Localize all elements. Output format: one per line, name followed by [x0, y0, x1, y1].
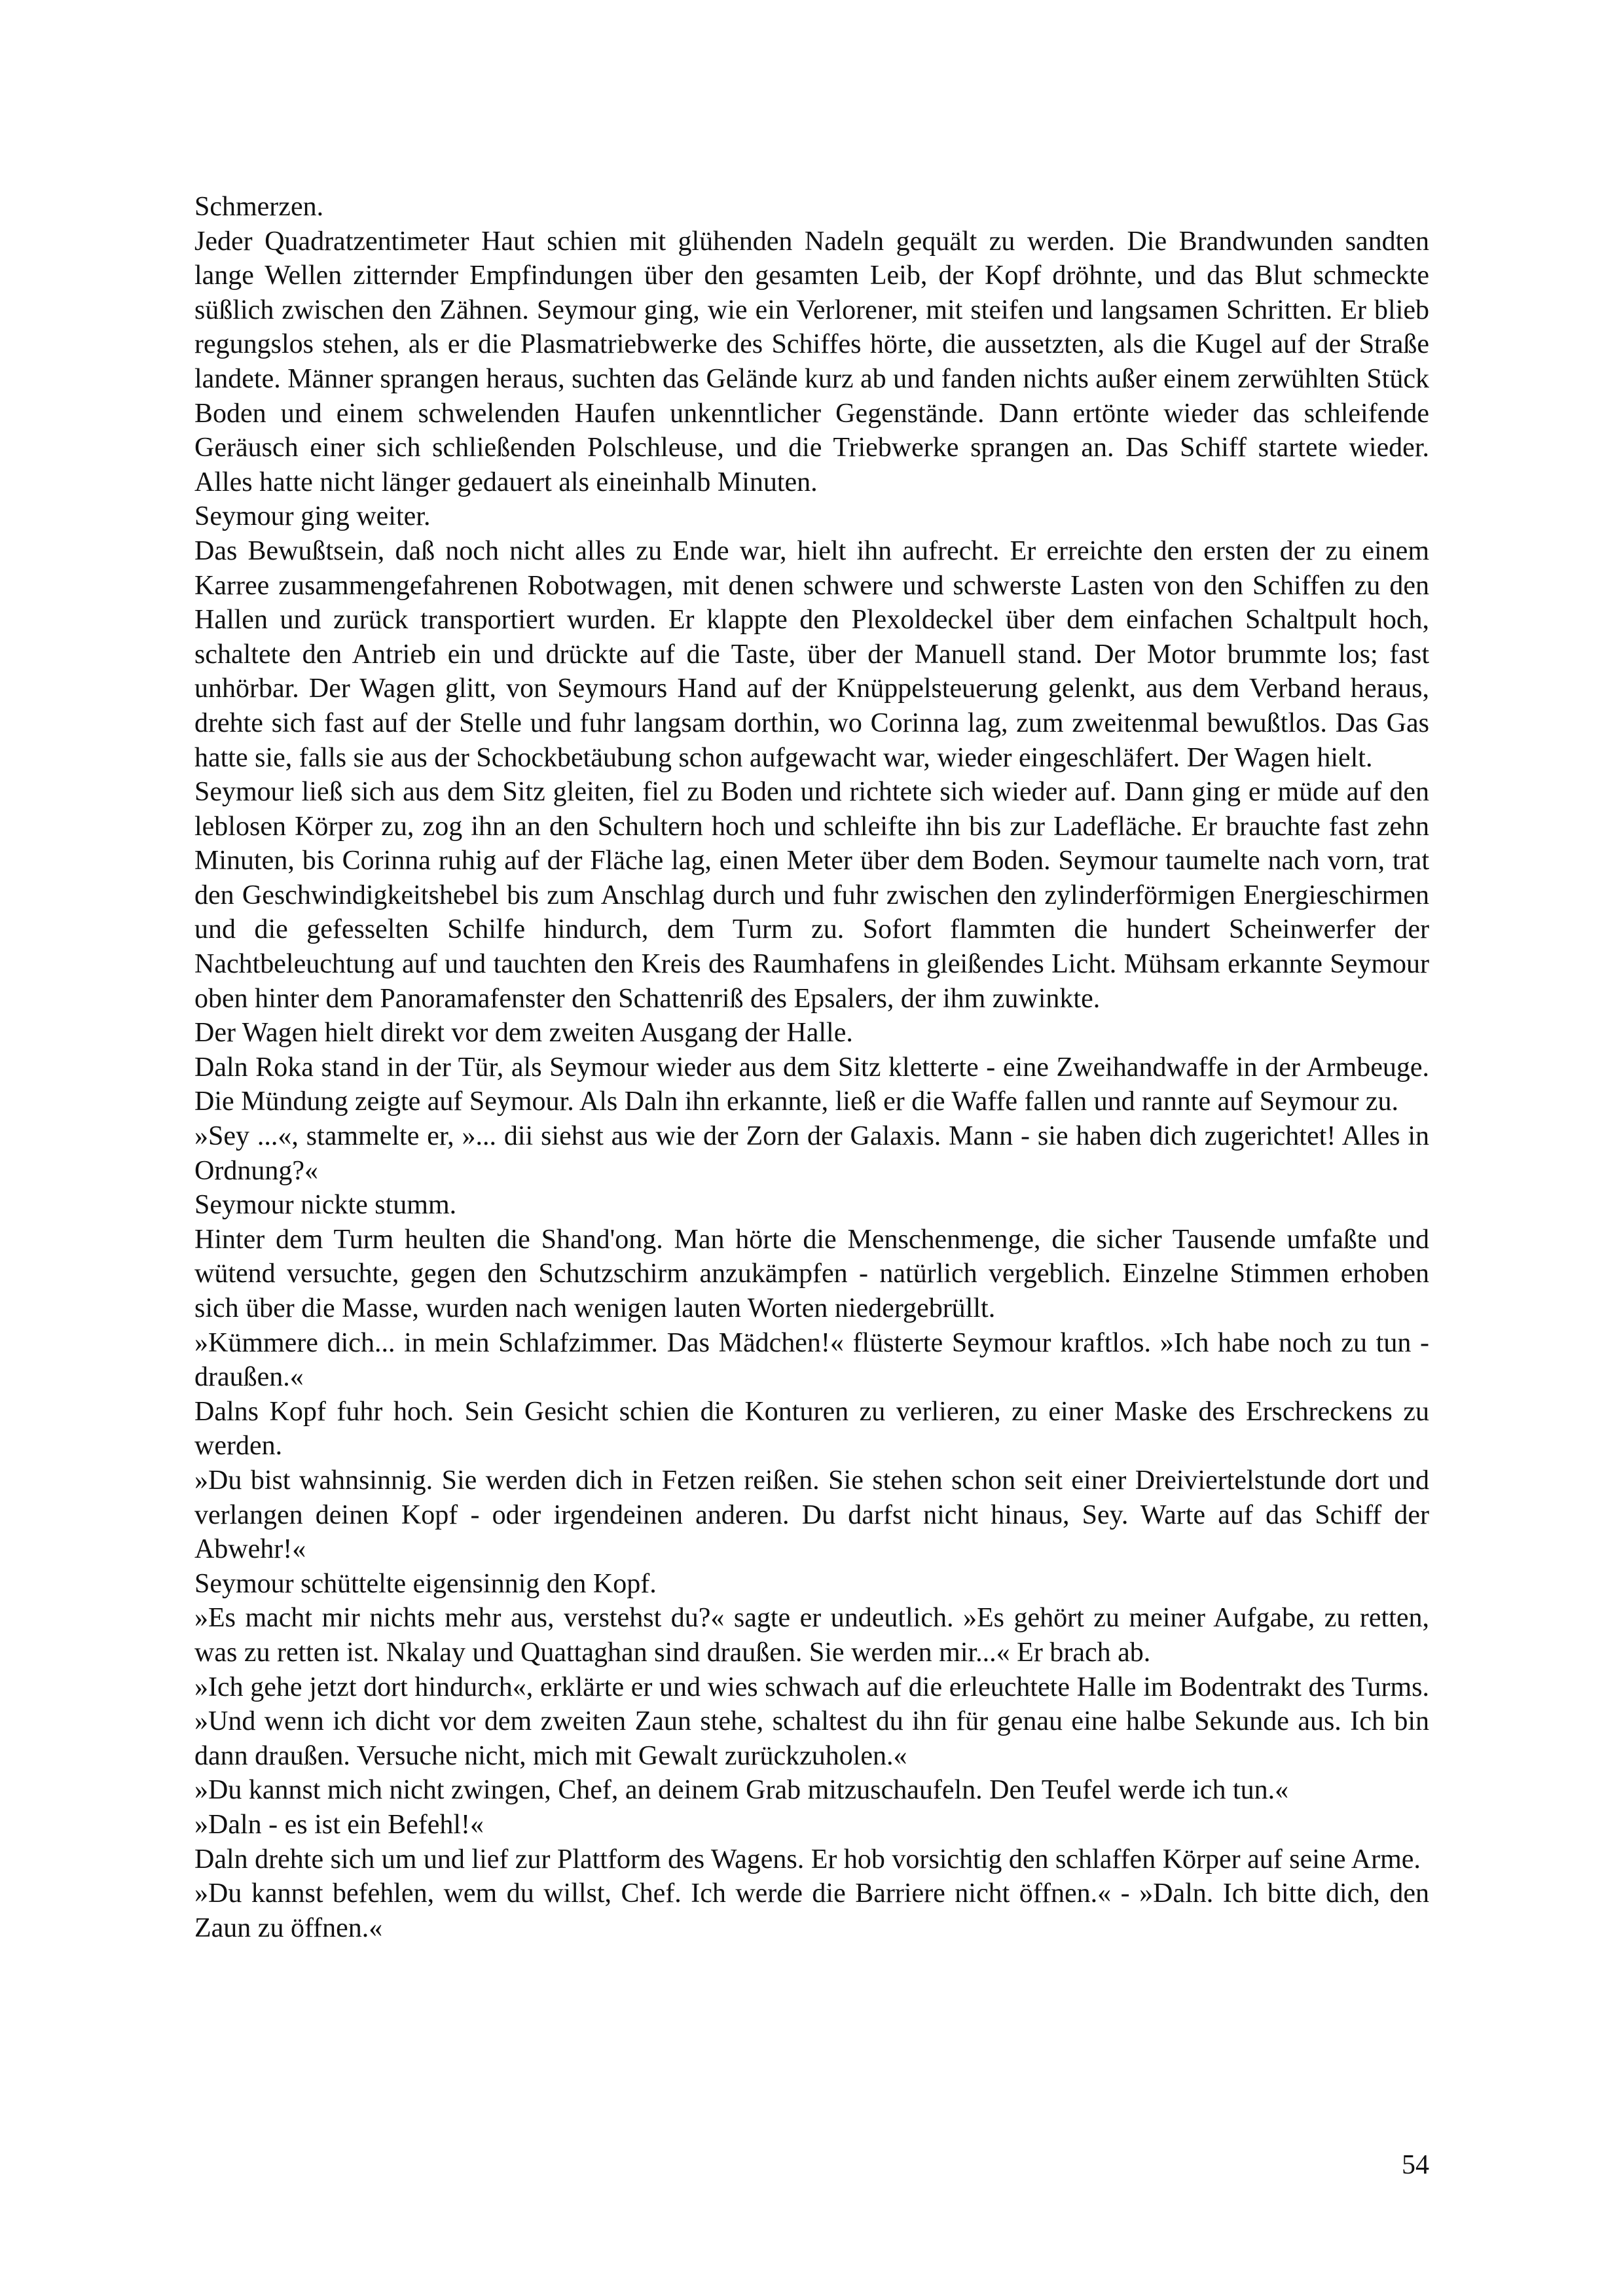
paragraph: »Sey ...«, stammelte er, »... dii siehst aus wie der Zorn der Galaxis. Mann - sie haben dich zugerichtet! Alles in Ordnung?«: [194, 1121, 1429, 1186]
paragraph: Daln Roka stand in der Tür, als Seymour wieder aus dem Sitz kletterte - eine Zweihandwaffe in der Armbeuge. Die Mündung zeigte auf Seymour. Als Daln ihn erkannte, ließ er die Waffe fallen und rannte auf Seymour zu.: [194, 1052, 1429, 1117]
paragraph: »Du kannst befehlen, wem du willst, Chef. Ich werde die Barriere nicht öffnen.« - »Daln. Ich bitte dich, den Zaun zu öffnen.«: [194, 1878, 1429, 1943]
paragraph: »Kümmere dich... in mein Schlafzimmer. Das Mädchen!« flüsterte Seymour kraftlos. »Ich habe noch zu tun - draußen.«: [194, 1327, 1429, 1393]
paragraph: Der Wagen hielt direkt vor dem zweiten Ausgang der Halle.: [194, 1018, 853, 1049]
paragraph: Hinter dem Turm heulten die Shand'ong. Man hörte die Menschenmenge, die sicher Tausende umfaßte und wütend versuchte, gegen den Schutzschirm anzukämpfen - natürlich vergeblich. Einzelne Stimmen erhoben sich über die Masse, wurden nach wenigen lauten Worten niedergebrüllt.: [194, 1224, 1429, 1323]
paragraph: Jeder Quadratzentimeter Haut schien mit glühenden Nadeln gequält zu werden. Die Brandwunden sandten lange Wellen zitternder Empfindungen über den gesamten Leib, der Kopf dröhnte, und das Blut schmeckte süßlich zwischen den Zähnen. Seymour ging, wie ein Verlorener, mit steifen und langsamen Schritten. Er blieb regungslos stehen, als er die Plasmatriebwerke des Schiffes hörte, die aussetzten, als die Kugel auf der Straße landete. Männer sprangen heraus, suchten das Gelände kurz ab und fanden nichts außer einem zerwühlten Stück Boden und einem schwelenden Haufen unkenntlicher Gegenstände. Dann ertönte wieder das schleifende Geräusch einer sich schließenden Polschleuse, und die Triebwerke sprangen an. Das Schiff startete wieder. Alles hatte nicht länger gedauert als eineinhalb Minuten.: [194, 226, 1429, 497]
paragraph: Daln drehte sich um und lief zur Plattform des Wagens. Er hob vorsichtig den schlaffen Körper auf seine Arme.: [194, 1844, 1421, 1874]
paragraph: Seymour ging weiter.: [194, 501, 431, 532]
paragraph: Schmerzen.: [194, 192, 324, 222]
paragraph: »Ich gehe jetzt dort hindurch«, erklärte er und wies schwach auf die erleuchtete Halle im Bodentrakt des Turms. »Und wenn ich dicht vor dem zweiten Zaun stehe, schaltest du ihn für genau eine halbe Sekunde aus. Ich bin dann draußen. Versuche nicht, mich mit Gewalt zurückzuholen.«: [194, 1672, 1429, 1771]
paragraph: Dalns Kopf fuhr hoch. Sein Gesicht schien die Konturen zu verlieren, zu einer Maske des Erschreckens zu werden.: [194, 1396, 1429, 1462]
page-number: 54: [1402, 2150, 1429, 2180]
paragraph: Das Bewußtsein, daß noch nicht alles zu Ende war, hielt ihn aufrecht. Er erreichte den ersten der zu einem Karree zusammengefahrenen Robotwagen, mit denen schwere und schwerste Lasten von den Schiffen zu den Hallen und zurück transportiert wurden. Er klappte den Plexoldeckel über dem einfachen Schaltpult hoch, schaltete den Antrieb ein und drückte auf die Taste, über der Manuell stand. Der Motor brummte los; fast unhörbar. Der Wagen glitt, von Seymours Hand auf der Knüppelsteuerung gelenkt, aus dem Verband heraus, drehte sich fast auf der Stelle und fuhr langsam dorthin, wo Corinna lag, zum zweitenmal bewußtlos. Das Gas hatte sie, falls sie aus der Schockbetäubung schon aufgewacht war, wieder eingeschläfert. Der Wagen hielt.: [194, 535, 1429, 773]
paragraph: »Es macht mir nichts mehr aus, verstehst du?« sagte er undeutlich. »Es gehört zu meiner Aufgabe, zu retten, was zu retten ist. Nkalay und Quattaghan sind draußen. Sie werden mir...« Er brach ab.: [194, 1603, 1429, 1668]
paragraph: »Du kannst mich nicht zwingen, Chef, an deinem Grab mitzuschaufeln. Den Teufel werde ich tun.«: [194, 1775, 1289, 1806]
paragraph: »Du bist wahnsinnig. Sie werden dich in Fetzen reißen. Sie stehen schon seit einer Dreiviertelstunde dort und verlangen deinen Kopf - oder irgendeinen anderen. Du darfst nicht hinaus, Sey. Warte auf das Schiff der Abwehr!«: [194, 1465, 1429, 1565]
body-text: [194, 190, 1429, 1945]
paragraph: Seymour nickte stumm.: [194, 1190, 457, 1221]
paragraph: Seymour schüttelte eigensinnig den Kopf.: [194, 1568, 657, 1599]
paragraph: »Daln - es ist ein Befehl!«: [194, 1809, 484, 1840]
paragraph: Seymour ließ sich aus dem Sitz gleiten, fiel zu Boden und richtete sich wieder auf. Dann ging er müde auf den leblosen Körper zu, zog ihn an den Schultern hoch und schleifte ihn bis zur Ladefläche. Er brauchte fast zehn Minuten, bis Corinna ruhig auf der Fläche lag, einen Meter über dem Boden. Seymour taumelte nach vorn, trat den Geschwindigkeitshebel bis zum Anschlag durch und fuhr zwischen den zylinderförmigen Energieschirmen und die gefesselten Schilfe hindurch, dem Turm zu. Sofort flammten die hundert Scheinwerfer der Nachtbeleuchtung auf und tauchten den Kreis des Raumhafens in gleißendes Licht. Mühsam erkannte Seymour oben hinter dem Panoramafenster den Schattenriß des Epsalers, der ihm zuwinkte.: [194, 777, 1429, 1014]
